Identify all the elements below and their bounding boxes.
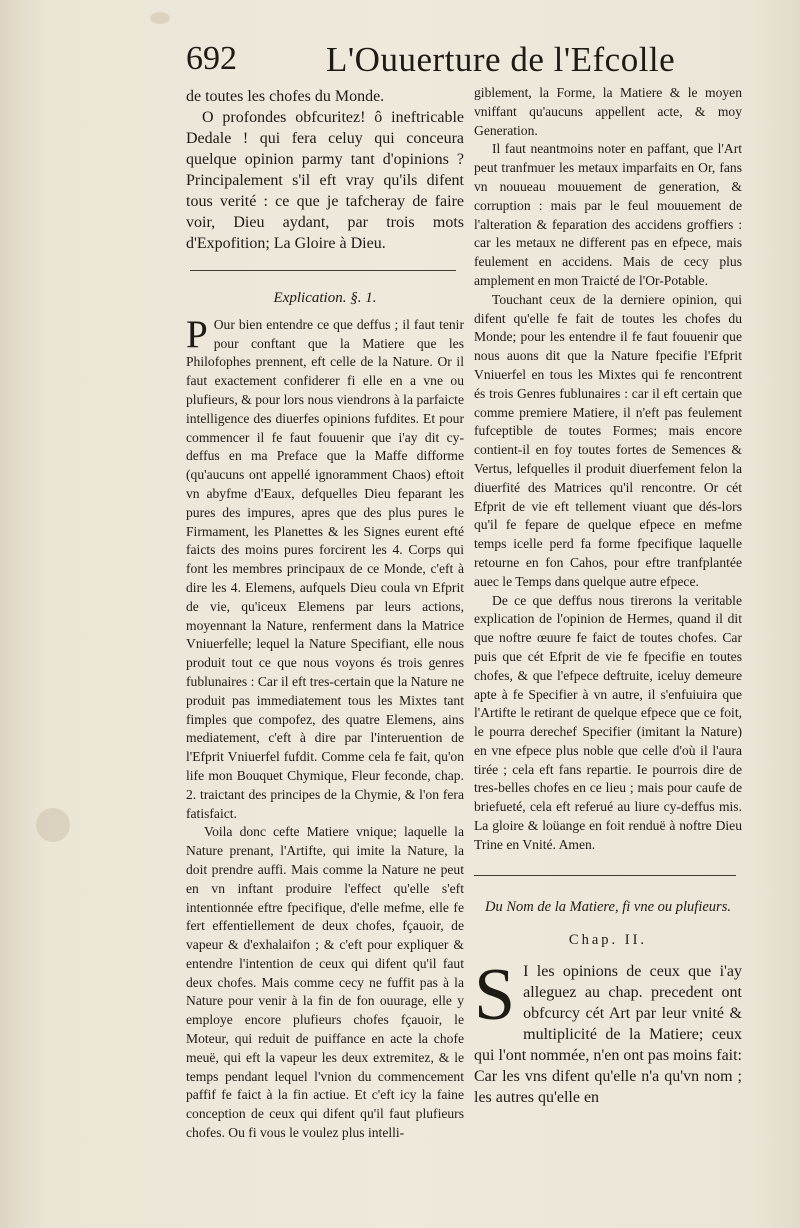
body-paragraph: giblement, la Forme, la Matiere & le moyen vniffant qu'aucuns appellent acte, & moy Generation. <box>474 85 742 138</box>
body-text: Our bien entendre ce que deffus ; il faut tenir pour conftant que la Matiere que les Philofophes prennent, eft celle de la Nature. Or il faut exactement confiderer fi elle en a vne ou plufieurs, & pour lors nous viendrons à la parfaicte intelligence des diuerfes opinions fufdites. Et pour commencer il fe faut fouuenir que i'ay dit cy-deffus en ma Preface que la Maffe difforme (qu'aucuns ont appellé ignoramment Chaos) eftoit vn abyfme d'Eaux, defquelles Dieu feparant les pures des impures, apres que des plus pures le Firmament, les Planettes & les Signes eurent efté faicts des moins pures forcirent les 4. Corps qui font les membres principaux de ce Monde, c'eft à dire les 4. Elemens, aufquels Dieu coula vn Efprit de vie, qu'iceux Elemens par leurs actions, moyennant la Nature, renferment dans la Matrice Vniuerfelle; lequel la Nature Specifiant, elle nous produit tout ce que nous voyons és trois genres fublunaires : Car il eft tres-certain que la Nature ne produit pas immediatement tous les Mixtes tant fimples que compofez, des quatre Elemens, ains mediatement, c'eft à dire par l'interuention de l'Efprit Vniuerfel fufdit. Comme cela fe fait, qu'on life mon Bouquet Chymique, Fleur feconde, chap. 2. traictant des principes de la Chymie, & l'on fera fatisfaict. <box>186 316 464 821</box>
page-header <box>186 40 726 86</box>
chapter-text: I les opinions de ceux que i'ay alleguez au chap. precedent ont obfcurcy cét Art par leur vnité & multiplicité de la Matiere; ceux qui l'ont nommée, n'en ont pas moins fait: Car les vns difent qu'elle n'a qu'vn nom ; les autres qu'elle en <box>474 963 742 1107</box>
chapter-paragraph <box>474 954 742 1108</box>
section-heading: Explication. §. 1. <box>273 290 377 306</box>
body-paragraph: Voila donc cefte Matiere vnique; laquelle la Nature prenant, l'Artifte, qui imite la Nature, la doit prendre auffi. Mais comme la Nature ne peut en vn inftant produire l'effect qu'elle s'eft intentionnée eftre fpecifique, d'elle mefme, elle fe fert effentiellement de deux chofes, fçauoir, de vapeur & d'exhalaifon ; & c'eft pour expliquer & entendre l'intention de ceux qui difent qu'il faut deux chofes. Mais comme cecy ne fuffit pas à la Nature pour venir à la fin de fon ouurage, elle y employe encore plufieurs chofes fçauoir, le Moteur, qui reduit de puiffance en acte la chofe meuë, qui eft la vapeur les deux extremitez, & le temps pendant lequel l'vnion du commencement paffif fe faict à la fin actiue. Et c'eft icy la faine conception de ceux qui difent qu'il faut plufieurs chofes. Ou fi vous le voulez plus intelli- <box>186 824 464 1141</box>
running-title: L'Ouuerture de l'Efcolle <box>326 40 676 79</box>
intro-line: de toutes les chofes du Monde. <box>186 88 385 105</box>
intro-paragraph: O profondes obfcuritez! ô ineftricable Dedale ! qui fera celuy qui conceura quelque opinion parmy tant d'opinions ? Principalement s'il eft vray qu'ils difent tous verité : ce que je tafcheray de faire voir, Dieu aydant, par trois mots d'Expofition; La Gloire à Dieu. <box>186 109 464 252</box>
page-stain <box>36 808 70 842</box>
drop-cap: P <box>186 312 208 356</box>
section-divider <box>190 270 456 271</box>
chapter-title: Du Nom de la Matiere, fi vne ou plufieurs. <box>485 898 731 915</box>
body-paragraph: Touchant ceux de la derniere opinion, qui difent qu'elle fe fait de toutes les chofes du Monde; pour les entendre il fe faut fouuenir que nous auons dit que la Nature fpecifie l'Efprit Vniuerfel en tous les Mixtes qui fe rencontrent és trois Genres fublunaires : car il eft certain que comme premiere Matiere, il n'eft pas feulement fufceptible de toutes Formes; mais encore contient-il en foy toutes fortes de Semences & Vertus, lefquelles il produit diuerfement felon la diuerfité des Matrices qu'il rencontre. Or cét Efprit de vie eft tellement viuant que dés-lors qu'il fe fepare de quelque efpece en mefme temps icelle perd fa forme fpecifique laquelle retourne en fon Cahos, pour eftre tranfplantée auec le Temps dans quelque autre efpece. <box>474 291 742 589</box>
left-column <box>186 86 464 1143</box>
right-column <box>474 84 742 1108</box>
drop-cap: S <box>474 954 516 1037</box>
body-paragraph: De ce que deffus nous tirerons la veritable explication de l'opinion de Hermes, quand il dit que noftre œuure fe faict de toutes chofes. Car puis que cét Efprit de vie fe fpecifie en toutes chofes, & que l'efpece deftruite, iceluy demeure apte à fe Specifier à vn autre, il s'enfuiuira que l'Artifte le retirant de quelque efpece que ce foit, le pourra derechef Specifier (imitant la Nature) en vne efpece plus noble que celle d'où il l'aura tirée ; cela eft fans repartie. Ie pourrois dire de tres-belles chofes en ce lieu ; mais pour caufe de briefueté, cela eft referué au liure cy-deffus mis. La gloire & loüange en foit renduë à noftre Dieu Trine en Vnité. Amen. <box>474 592 742 852</box>
chapter-divider <box>474 875 736 876</box>
body-paragraph <box>186 312 464 824</box>
page-number: 692 <box>186 40 237 77</box>
page-stain <box>150 12 170 24</box>
body-paragraph: Il faut neantmoins noter en paffant, que l'Art peut tranfmuer les metaux imparfaits en Or, fans vn nouueau mouuement de generation, & corruption : mais par le feul mouuement de l'alteration & feparation des accidens groffiers : car les metaux ne different pas en efpece, mais feulement en accidens. Mais de cecy plus amplement en mon Traicté de l'Or-Potable. <box>474 141 742 288</box>
chapter-number: Chap. II. <box>568 931 648 948</box>
